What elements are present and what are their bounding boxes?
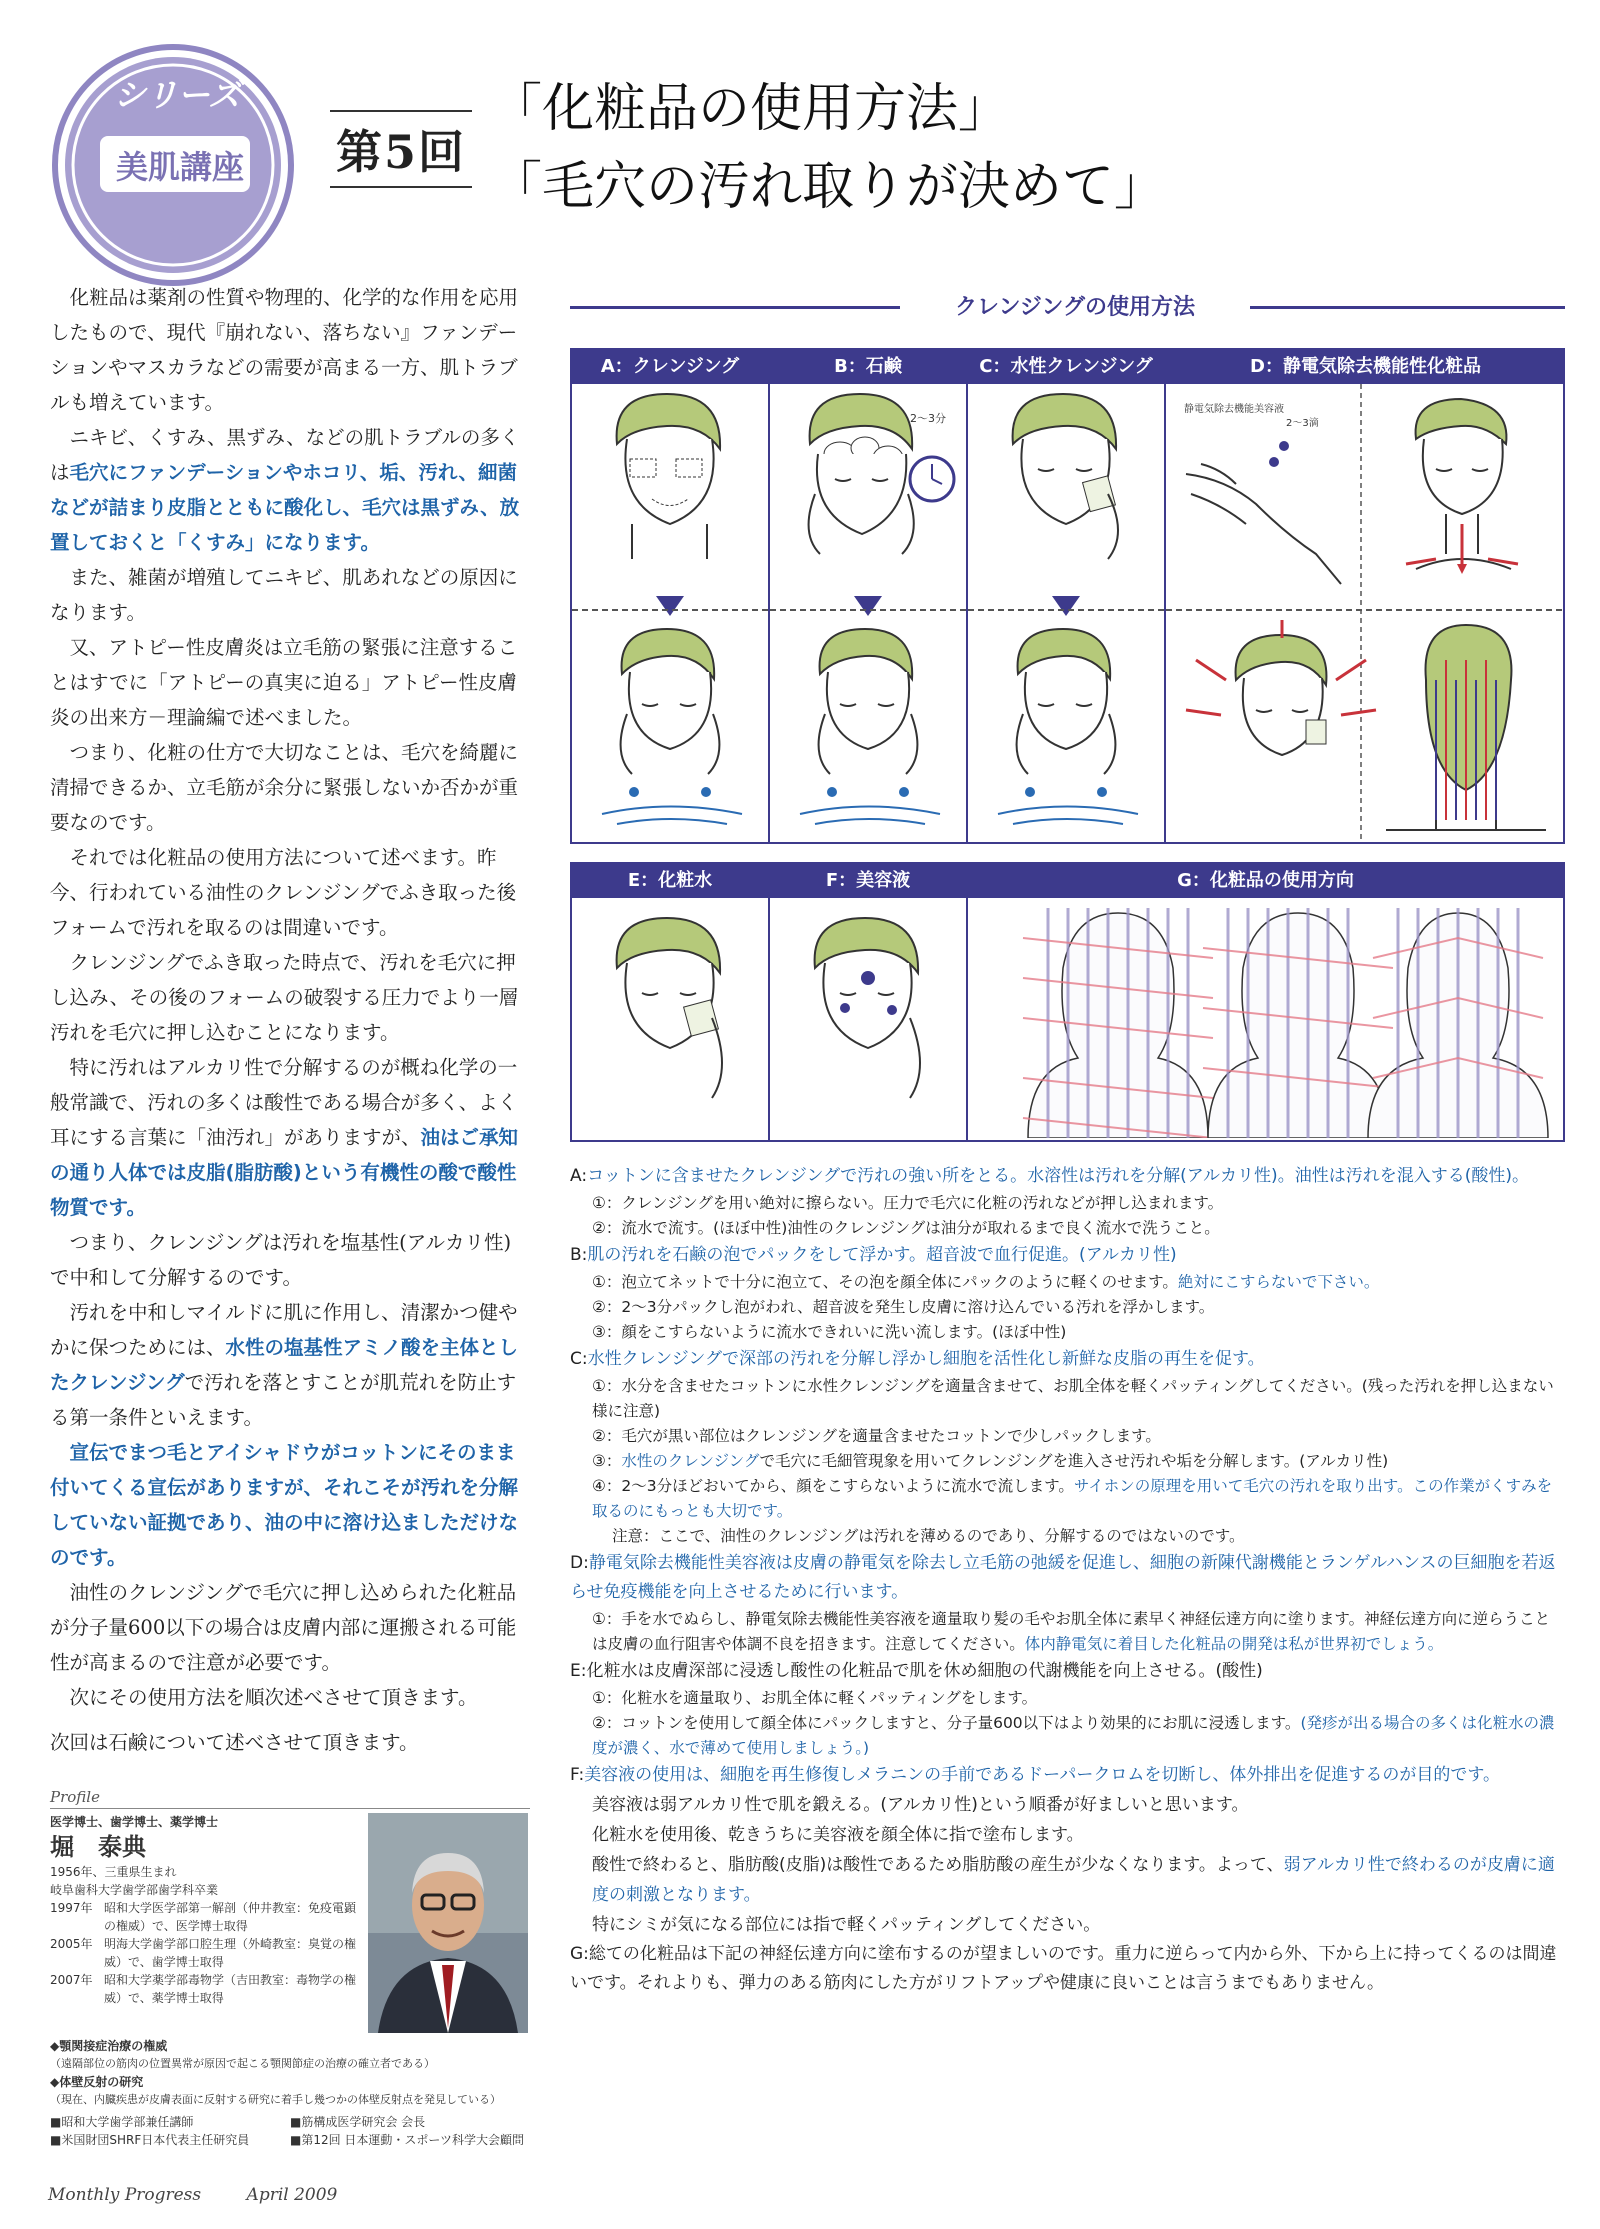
title-line-1: 「化粧品の使用方法」 [490,79,1011,139]
note-c-4: ④：2～3分ほどおいてから、顔をこすらないように流水で流します。サイホンの原理を用いて毛穴の汚れを取り出す。この作業がくすみを取るのにもっとも大切です。 [592,1477,1553,1520]
step-g-illustration [968,898,1563,1138]
step-e-header: E：化粧水 [572,864,768,898]
step-e-illustration [572,898,768,1138]
title-line-2: 「毛穴の汚れ取りが決めて」 [490,157,1167,217]
paragraph: 宣伝でまつ毛とアイシャドウがコットンにそのまま付いてくる宣伝がありますが、それこそが汚れを分解していない証拠であり、油の中に溶け込ましただけなのです。 [50,1441,519,1569]
author-name: 堀 泰典 [50,1833,146,1861]
note-f-2: 化粧水を使用後、乾きうちに美容液を顔全体に指で塗布します。 [592,1825,1084,1845]
paragraph: 汚れを中和しマイルドに肌に作用し、清潔かつ健やかに保つためには、水性の塩基性アミノ酸を主体としたクレンジングで汚れを落とすことが肌荒れを防止する第一条件といえます。 [50,1301,519,1429]
paragraph: それでは化粧品の使用方法について述べます。昨今、行われている油性のクレンジングでふき取った後フォームで汚れを取るのは間違いです。 [50,846,517,939]
note-c-3: ③：水性のクレンジングで毛穴に毛細管現象を用いてクレンジングを進入させ汚れや垢を分解します。(アルカリ性) [592,1452,1389,1470]
note-e-2: ②：コットンを使用して顔全体にパックしますと、分子量600以下はより効果的にお肌に浸透します。(発疹が出る場合の多くは化粧水の濃度が濃く、水で薄めて使用しましょう。) [592,1714,1555,1757]
note-b-head: B:肌の汚れを石鹸の泡でパックをして浮かす。超音波で血行促進。(アルカリ性) [570,1245,1177,1265]
note-f-3: 酸性で終わると、脂肪酸(皮脂)は酸性であるため脂肪酸の産生が少なくなります。よって、弱アルカリ性で終わるのが皮膚に適度の刺激となります。 [592,1855,1555,1905]
step-g [968,864,1563,1140]
step-f-header: F：美容液 [770,864,966,898]
note-c-1: ①：水分を含ませたコットンに水性クレンジングを適量含ませて、お肌全体を軽くパッティングしてください。(残った汚れを押し込まない様に注意) [592,1377,1554,1420]
article-body [50,280,530,1760]
paragraph: 次にその使用方法を順次述べさせて頂きます。 [69,1686,478,1709]
note-e-head: E:化粧水は皮膚深部に浸透し酸性の化粧品で肌を休め細胞の代謝機能を向上させる。(酸性) [570,1661,1263,1681]
paragraph: クレンジングでふき取った時点で、汚れを毛穴に押し込み、その後のフォームの破裂する圧力でより一層汚れを毛穴に押し込むことになります。 [50,951,519,1044]
specialty-1-detail: （遠隔部位の筋肉の位置異常が原因で起こる顎関節症の治療の確立者である） [50,2057,435,2070]
step-c-header: C：水性クレンジング [968,350,1164,384]
specialty-1: ◆顎関接症治療の権威 [50,2039,168,2053]
paragraph: ニキビ、くすみ、黒ずみ、などの肌トラブルの多くは毛穴にファンデーションやホコリ、垢、汚れ、細菌などが詰まり皮脂とともに酸化し、毛穴は黒ずみ、放置しておくと「くすみ」になります。 [50,426,520,554]
membership: ■筋構成医学研究会 会長 [290,2115,426,2129]
note-d-head: D:静電気除去機能性美容液は皮膚の静電気を除去し立毛筋の弛緩を促進し、細胞の新陳代謝機能とランゲルハンスの巨細胞を若返らせ免疫機能を向上させるために行います。 [570,1553,1556,1602]
paragraph: 特に汚れはアルカリ性で分解するのが概ね化学の一般常識で、汚れの多くは酸性である場合が多く、よく耳にする言葉に「油汚れ」がありますが、油はご承知の通り人体では皮脂(脂肪酸)という有機性の酸で酸性物質です。 [50,1056,519,1219]
step-a-header: A：クレンジング [572,350,768,384]
step-f [770,864,968,1140]
author-degrees: 医学博士、歯学博士、薬学博士 [50,1815,219,1829]
note-d-1: ①：手を水でぬらし、静電気除去機能性美容液を適量取り髪の毛やお肌全体に素早く神経伝達方向に塗ります。神経伝達方向に逆らうことは皮膚の血行阻害や体調不良を招きます。注意してください。体内静電気に着目した化粧品の開発は私が世界初でしょう。 [592,1610,1551,1653]
step-a [572,350,770,842]
paragraph: 次回は石鹸について述べさせて頂きます。 [50,1731,419,1754]
note-a-2: ②：流水で流す。(ほぼ中性)油性のクレンジングは油分が取れるまで良く流水で洗うこと。 [592,1219,1220,1237]
figure-panel-top [570,348,1565,844]
note-f-4: 特にシミが気になる部位には指で軽くパッティングしてください。 [592,1915,1101,1935]
specialty-2: ◆体壁反射の研究 [50,2075,144,2089]
author-profile [50,1788,530,2149]
main-title [490,70,1166,226]
note-b-2: ②：2～3分パックし泡がわれ、超音波を発生し皮膚に溶け込んでいる汚れを浮かします。 [592,1298,1215,1316]
paragraph: 油性のクレンジングで毛穴に押し込められた化粧品が分子量600以下の場合は皮膚内部に運搬される可能性が高まるので注意が必要です。 [50,1581,517,1674]
membership: ■第12回 日本運動・スポーツ科学大会顧問 [290,2133,524,2147]
step-f-illustration [770,898,966,1138]
step-b-header: B：石鹸 [770,350,966,384]
step-c [968,350,1166,842]
author-born: 1956年、三重県生まれ [50,1865,177,1879]
badge-top-text: シリーズ [113,76,241,114]
profile-label: Profile [50,1788,530,1809]
note-b-3: ③：顔をこすらないように流水できれいに洗い流します。(ほぼ中性) [592,1323,1067,1341]
history-row: 2005年 明海大学歯学部口腔生理（外崎教室：臭覚の権威）で、歯学博士取得 [50,1937,357,1969]
step-d [1166,350,1565,842]
issue-number: 第5回 [330,110,472,188]
step-d-header: D：静電気除去機能性化粧品 [1166,350,1565,384]
section-title: クレンジングの使用方法 [955,295,1195,320]
step-b [770,350,968,842]
history-row: 1997年 昭和大学医学部第一解剖（仲井教室：免疫電顕の権威）で、医学博士取得 [50,1901,357,1933]
note-c-caution: 注意：ここで、油性のクレンジングは汚れを薄めるのであり、分解するのではないのです。 [612,1527,1245,1545]
instruction-notes [570,1162,1565,1998]
issue-date: April 2009 [246,2185,338,2205]
d-note: 静電気除去機能美容液 [1184,404,1284,415]
step-a-illustration [572,384,768,840]
author-photo [368,1813,528,2033]
history-row: 2007年 昭和大学薬学部毒物学（吉田教室：毒物学の権威）で、薬学博士取得 [50,1973,357,2005]
note-a-head: A:コットンに含ませたクレンジングで汚れの強い所をとる。水溶性は汚れを分解(アルカリ性)。油性は汚れを混入する(酸性)。 [570,1166,1529,1186]
note-a-1: ①：クレンジングを用い絶対に擦らない。圧力で毛穴に化粧の汚れなどが押し込まれます。 [592,1194,1224,1212]
paragraph: 又、アトピー性皮膚炎は立毛筋の緊張に注意することはすでに「アトピーの真実に迫る」アトピー性皮膚炎の出来方－理論編で述べました。 [50,636,518,729]
section-heading [570,290,1565,320]
note-f-1: 美容液は弱アルカリ性で肌を鍛える。(アルカリ性)という順番が好ましいと思います。 [592,1795,1249,1815]
note-e-1: ①：化粧水を適量取り、お肌全体に軽くパッティングをします。 [592,1689,1038,1707]
note-c-2: ②：毛穴が黒い部位はクレンジングを適量含ませたコットンで少しパックします。 [592,1427,1161,1445]
step-e [572,864,770,1140]
note-b-1: ①：泡立てネットで十分に泡立て、その泡を顔全体にパックのように軽くのせます。絶対にこすらないで下さい。 [592,1273,1380,1291]
figure-panel-bottom [570,862,1565,1142]
footer [48,2185,337,2205]
magazine-name: Monthly Progress [48,2185,202,2205]
author-school: 岐阜歯科大学歯学部歯学科卒業 [50,1883,219,1897]
paragraph: 化粧品は薬剤の性質や物理的、化学的な作用を応用したもので、現代『崩れない、落ちない』ファンデーションやマスカラなどの需要が高まる一方、肌トラブルも増えています。 [50,286,519,414]
timer-label: 2～3分 [910,412,946,425]
note-f-head: F:美容液の使用は、細胞を再生修復しメラニンの手前であるドーパークロムを切断し、体外排出を促進するのが目的です。 [570,1765,1500,1785]
d-note-drops: 2～3滴 [1286,418,1319,429]
paragraph: つまり、クレンジングは汚れを塩基性(アルカリ性)で中和して分解するのです。 [50,1231,512,1289]
note-g-head: G:総ての化粧品は下記の神経伝達方向に塗布するのが望ましいのです。重力に逆らって内から外、下から上に持ってくるのは間違いです。それよりも、弾力のある筋肉にした方がリフトアップや健康に良いことは言うまでもありません。 [570,1944,1557,1993]
specialty-2-detail: （現在、内臓疾患が皮膚表面に反射する研究に着手し幾つかの体壁反射点を発見している） [50,2093,501,2106]
membership: ■昭和大学歯学部兼任講師 [50,2115,194,2129]
step-d-illustration [1166,384,1565,840]
badge-bottom-text: 美肌講座 [115,148,244,186]
step-b-illustration [770,384,966,840]
step-g-header: G：化粧品の使用方向 [968,864,1563,898]
membership: ■米国財団SHRF日本代表主任研究員 [50,2133,250,2147]
paragraph: また、雑菌が増殖してニキビ、肌あれなどの原因になります。 [50,566,518,624]
paragraph: つまり、化粧の仕方で大切なことは、毛穴を綺麗に清掃できるか、立毛筋が余分に緊張しないか否かが重要なのです。 [50,741,519,834]
step-c-illustration [968,384,1164,840]
note-c-head: C:水性クレンジングで深部の汚れを分解し浮かし細胞を活性化し新鮮な皮脂の再生を促す。 [570,1349,1265,1369]
